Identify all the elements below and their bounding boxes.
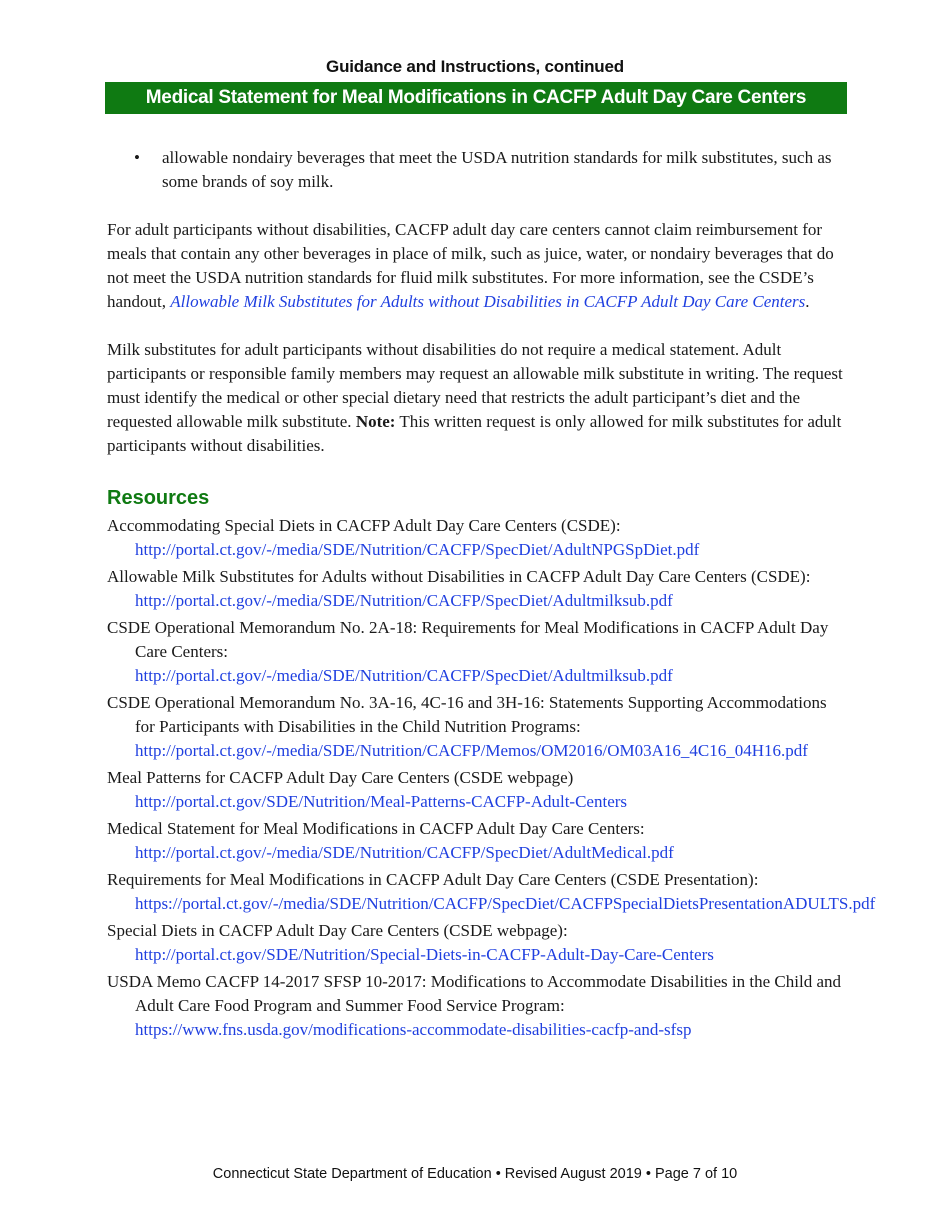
resource-title: Special Diets in CACFP Adult Day Care Centers (CSDE webpage): bbox=[107, 921, 568, 940]
page-footer: Connecticut State Department of Education • Revised August 2019 • Page 7 of 10 bbox=[212, 1166, 738, 1182]
resource-link[interactable]: https://portal.ct.gov/-/media/SDE/Nutrition/CACFP/SpecDiet/CACFPSpecialDietsPresentationADULTS.pdf bbox=[135, 894, 876, 913]
resource-title: Medical Statement for Meal Modifications in CACFP Adult Day Care Centers: bbox=[107, 819, 645, 838]
resources-heading: Resources bbox=[107, 487, 210, 509]
resource-title: Allowable Milk Substitutes for Adults without Disabilities in CACFP Adult Day Care Centers (CSDE): bbox=[107, 567, 811, 586]
paragraph-text: For adult participants without disabilities, CACFP adult day care centers cannot claim reimbursement for meals that contain any other beverages in place of milk, such as juice, water, or nondairy beverages that do not meet the USDA nutrition standards for fluid milk substitutes. For more information, see the CSDE’s handout, bbox=[107, 220, 834, 311]
bullet-item bbox=[134, 146, 847, 194]
resource-item bbox=[107, 514, 847, 562]
resource-item bbox=[107, 565, 847, 613]
bullet-icon: • bbox=[134, 148, 140, 167]
resource-title: CSDE Operational Memorandum No. 3A-16, 4C-16 and 3H-16: Statements Supporting Accommodations for Participants with Disabilities in the Child Nutrition Programs: bbox=[107, 693, 827, 736]
resource-link[interactable]: https://www.fns.usda.gov/modifications-accommodate-disabilities-cacfp-and-sfsp bbox=[135, 1020, 692, 1039]
resource-item bbox=[107, 766, 847, 814]
document-body bbox=[107, 146, 876, 1045]
paragraph-milk-substitutes bbox=[107, 338, 847, 458]
resource-link[interactable]: http://portal.ct.gov/-/media/SDE/Nutrition/CACFP/SpecDiet/AdultMedical.pdf bbox=[135, 843, 674, 862]
resource-link[interactable]: http://portal.ct.gov/SDE/Nutrition/Special-Diets-in-CACFP-Adult-Day-Care-Centers bbox=[135, 945, 714, 964]
resource-item bbox=[107, 970, 847, 1042]
resource-title: USDA Memo CACFP 14-2017 SFSP 10-2017: Modifications to Accommodate Disabilities in the Child and Adult Care Food Program and Summer Food Service Program: bbox=[107, 972, 841, 1015]
resource-item bbox=[107, 691, 847, 763]
resource-item bbox=[107, 616, 847, 688]
paragraph-text: Milk substitutes for adult participants without disabilities do not require a medical statement. Adult participants or responsible family members may request an allowable milk substitute in writing. The request must identify the medical or other special dietary need that restricts the adult participant’s diet and the requested allowable milk substitute. bbox=[107, 340, 843, 431]
resource-title: Requirements for Meal Modifications in CACFP Adult Day Care Centers (CSDE Presentation): bbox=[107, 870, 759, 889]
resource-item bbox=[107, 919, 847, 967]
resource-link[interactable]: http://portal.ct.gov/-/media/SDE/Nutrition/CACFP/SpecDiet/AdultNPGSpDiet.pdf bbox=[135, 540, 700, 559]
resource-title: CSDE Operational Memorandum No. 2A-18: Requirements for Meal Modifications in CACFP Adult Day Care Centers: bbox=[107, 618, 829, 661]
page-title-bar: Medical Statement for Meal Modifications in CACFP Adult Day Care Centers bbox=[105, 82, 847, 114]
resource-item bbox=[107, 868, 876, 916]
paragraph-end: . bbox=[805, 292, 810, 311]
page-subheader: Guidance and Instructions, continued bbox=[326, 57, 624, 76]
paragraph-milk-reimbursement bbox=[107, 218, 847, 314]
bullet-text: allowable nondairy beverages that meet the USDA nutrition standards for milk substitutes, such as some brands of soy milk. bbox=[162, 148, 832, 191]
resource-title: Meal Patterns for CACFP Adult Day Care Centers (CSDE webpage) bbox=[107, 768, 574, 787]
resource-title: Accommodating Special Diets in CACFP Adult Day Care Centers (CSDE): bbox=[107, 516, 621, 535]
resource-link[interactable]: http://portal.ct.gov/-/media/SDE/Nutrition/CACFP/Memos/OM2016/OM03A16_4C16_04H16.pdf bbox=[135, 741, 808, 760]
resources-list bbox=[107, 514, 876, 1042]
resource-link[interactable]: http://portal.ct.gov/SDE/Nutrition/Meal-Patterns-CACFP-Adult-Centers bbox=[135, 792, 628, 811]
resource-item bbox=[107, 817, 847, 865]
handout-link[interactable]: Allowable Milk Substitutes for Adults without Disabilities in CACFP Adult Day Care Centers bbox=[170, 292, 806, 311]
note-text: This written request is only allowed for milk substitutes for adult participants without disabilities. bbox=[107, 412, 842, 455]
resource-link[interactable]: http://portal.ct.gov/-/media/SDE/Nutrition/CACFP/SpecDiet/Adultmilksub.pdf bbox=[135, 591, 673, 610]
resource-link[interactable]: http://portal.ct.gov/-/media/SDE/Nutrition/CACFP/SpecDiet/Adultmilksub.pdf bbox=[135, 666, 673, 685]
note-label: Note: bbox=[355, 412, 396, 431]
